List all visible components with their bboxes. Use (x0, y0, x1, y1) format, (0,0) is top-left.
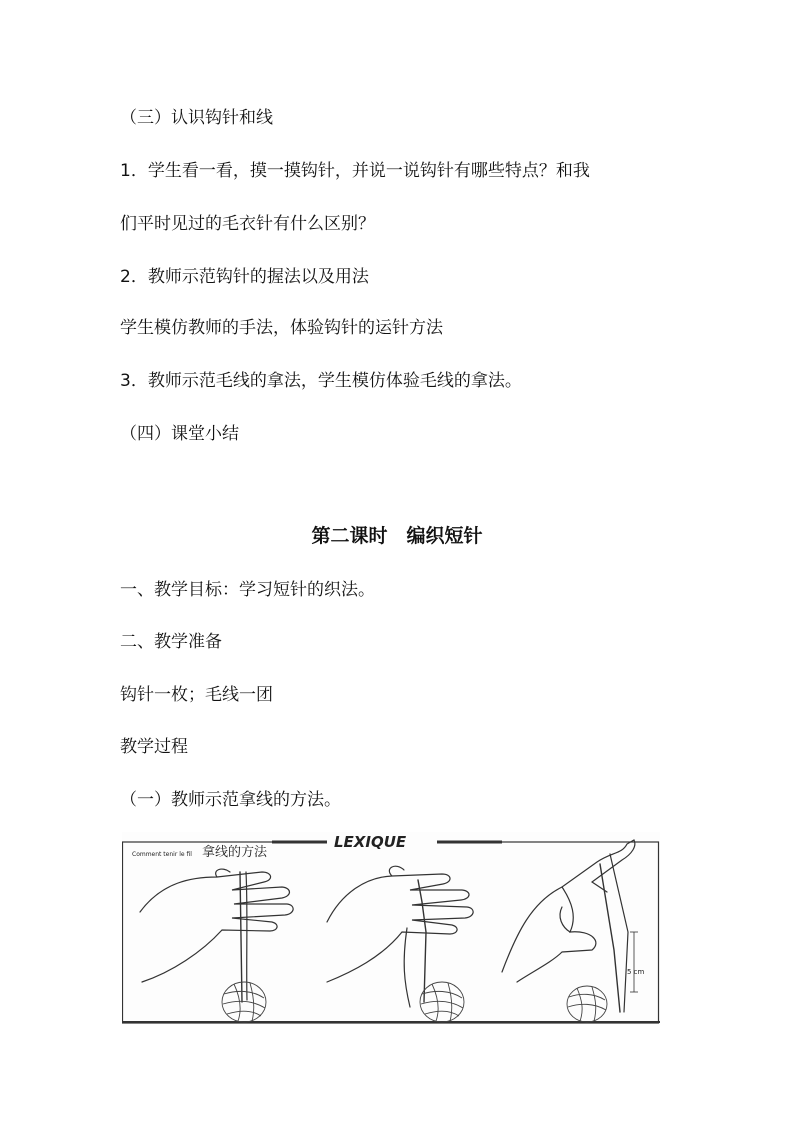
yarn-holding-illustration (122, 832, 660, 1024)
paragraph-line: 3．教师示范毛线的拿法，学生模仿体验毛线的拿法。 (120, 371, 522, 391)
figure-measure-label: 5 cm (627, 968, 645, 976)
hand-illustration-3 (502, 840, 635, 1012)
figure-banner: LEXIQUE (334, 833, 407, 851)
hand-illustration-1 (140, 869, 293, 1002)
preparation-heading: 二、教学准备 (120, 632, 222, 652)
paragraph-line: 2．教师示范钩针的握法以及用法 (120, 267, 369, 287)
section-heading-3: （三）认识钩针和线 (120, 108, 273, 128)
yarn-ball-1 (222, 982, 266, 1022)
yarn-ball-3 (567, 986, 607, 1022)
lesson-title: 第二课时 编织短针 (311, 525, 483, 547)
objective-line: 一、教学目标：学习短针的织法。 (120, 580, 375, 600)
section-heading-4: （四）课堂小结 (120, 424, 239, 444)
hand-illustration-2 (327, 866, 473, 1007)
paragraph-line: 们平时见过的毛衣针有什么区别？ (120, 214, 375, 234)
paragraph-line: 学生模仿教师的手法，体验钩针的运针方法 (120, 318, 443, 338)
figure-caption: 拿线的方法 (202, 845, 268, 860)
yarn-ball-2 (420, 982, 464, 1022)
measure-bracket (630, 932, 638, 992)
figure-small-caption: Comment tenir le fil (132, 851, 192, 858)
step-line: （一）教师示范拿线的方法。 (120, 790, 341, 810)
materials-line: 钩针一枚；毛线一团 (120, 685, 273, 705)
process-heading: 教学过程 (120, 737, 188, 757)
paragraph-line: 1．学生看一看，摸一摸钩针，并说一说钩针有哪些特点？和我 (120, 161, 590, 181)
